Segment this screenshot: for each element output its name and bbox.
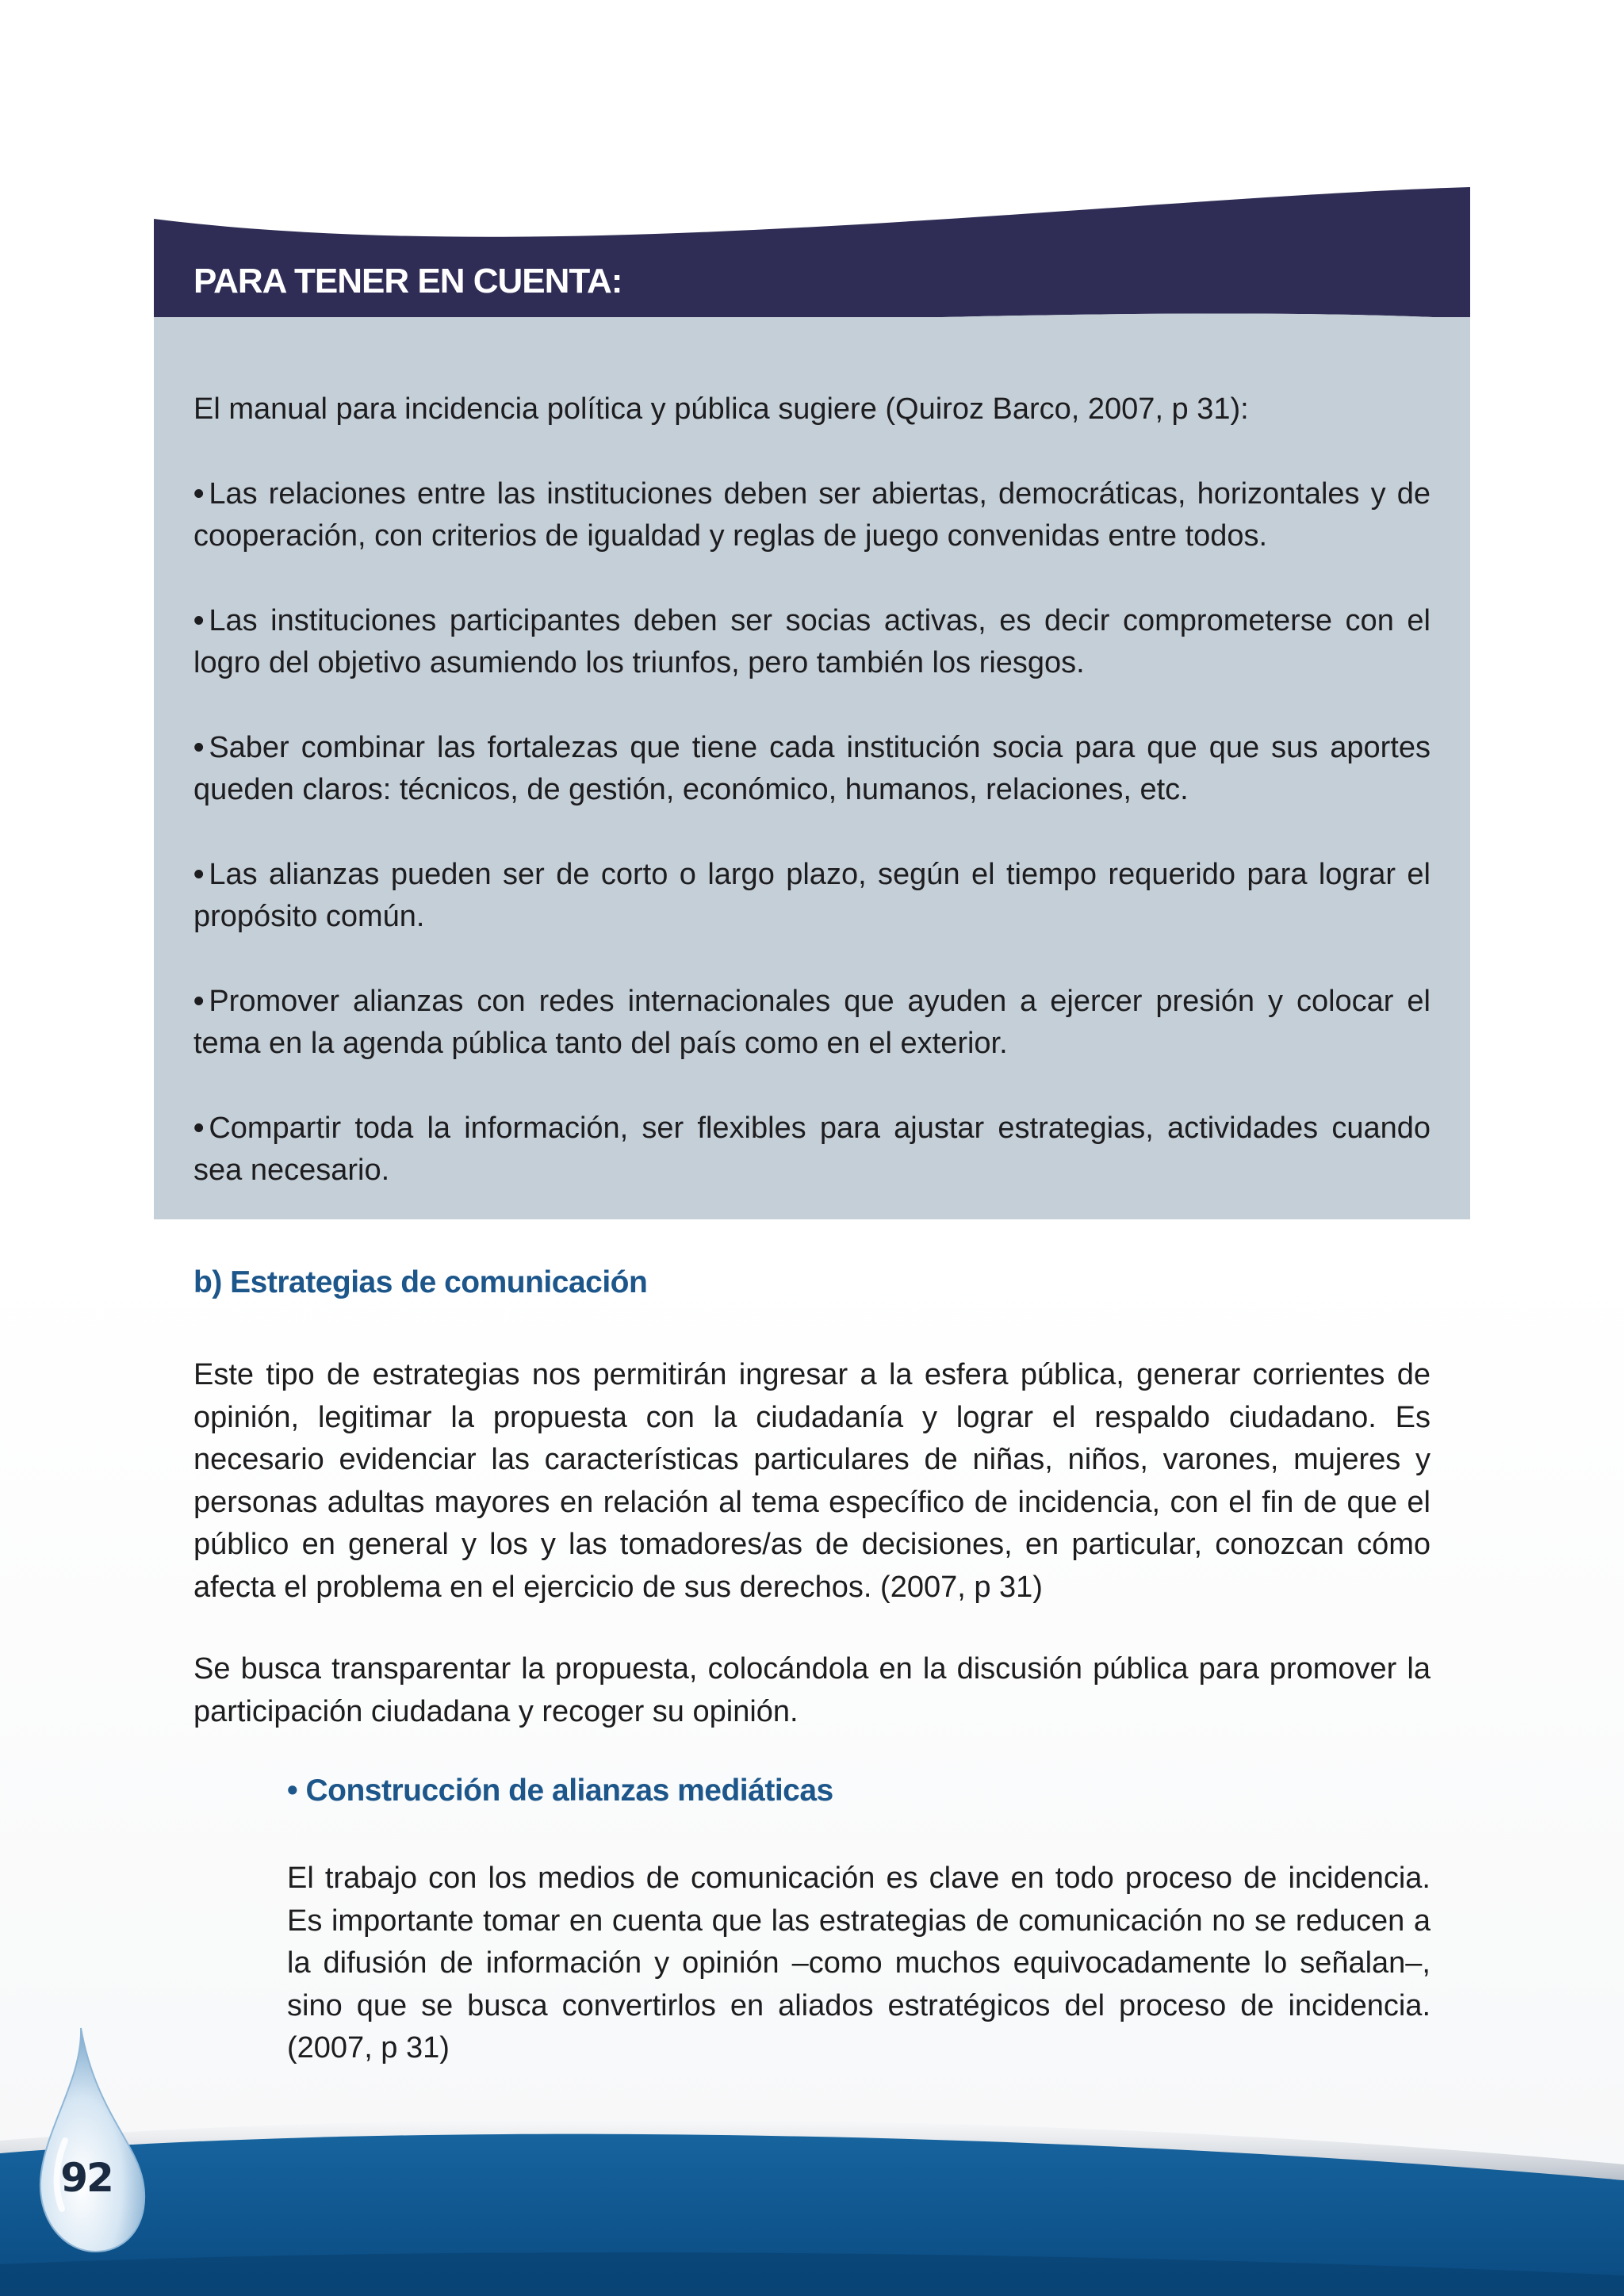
footer-wave (0, 2077, 1624, 2296)
section-heading: b) Estrategias de comunicación (193, 1265, 648, 1299)
callout-bullet-text: Las relaciones entre las instituciones deben ser abiertas, democráticas, horizontales y de cooperación, con criterios de igualdad y reglas de juego convenidas entre todos. (193, 477, 1431, 553)
bullet-symbol: • (193, 985, 205, 1018)
bullet-symbol: • (193, 731, 205, 764)
callout-bullet-text: Las alianzas pueden ser de corto o largo plazo, según el tiempo requerido para lograr el propósito común. (193, 858, 1431, 933)
paragraph (193, 1354, 1431, 1609)
callout-bullet-item (193, 473, 1431, 557)
bullet-symbol: • (193, 858, 205, 891)
bullet-symbol: • (193, 604, 205, 637)
callout-bullet-text: Promover alianzas con redes internacionales que ayuden a ejercer presión y colocar el tema en la agenda pública tanto del país como en el exterior. (193, 985, 1431, 1060)
callout-content (193, 388, 1431, 1192)
callout-bullet-text: Las instituciones participantes deben ser socias activas, es decir comprometerse con el logro del objetivo asumiendo los triunfos, pero también los riesgos. (193, 604, 1431, 679)
paragraph (193, 1648, 1431, 1733)
bullet-symbol: • (193, 1112, 205, 1145)
callout-bullet-item (193, 981, 1431, 1065)
callout-intro: El manual para incidencia política y pública sugiere (Quiroz Barco, 2007, p 31): (193, 392, 1249, 426)
subsection-heading: • Construcción de alianzas mediáticas (287, 1774, 833, 1808)
page-number: 92 (60, 2155, 113, 2201)
water-drop-icon (24, 2022, 159, 2260)
callout-bullet-item (193, 854, 1431, 938)
subsection-paragraph (287, 1858, 1431, 2070)
paragraph-text: Se busca transparentar la propuesta, colocándola en la discusión pública para promover la participación ciudadana y recoger su opinión. (193, 1652, 1431, 1728)
callout-bullet-item (193, 1108, 1431, 1192)
callout-bullet-text: Saber combinar las fortalezas que tiene cada institución socia para que que sus aportes queden claros: técnicos, de gestión, económico, humanos, relaciones, etc. (193, 731, 1431, 806)
callout-bullet-item (193, 600, 1431, 684)
bullet-symbol: • (193, 477, 205, 511)
paragraph-text: El trabajo con los medios de comunicación es clave en todo proceso de incidencia. Es importante tomar en cuenta que las estrategias de comunicación no se reducen a la difusión de información y opinión –como muchos equivocadamente lo señalan–, sino que se busca convertirlos en aliados estratégicos del proceso de incidencia. (2007, p 31) (287, 1862, 1431, 2064)
paragraph-text: Este tipo de estrategias nos permitirán ingresar a la esfera pública, generar corrientes de opinión, legitimar la propuesta con la ciudadanía y lograr el respaldo ciudadano. Es necesario evidenciar las características particulares de niñas, niños, varones, mujeres y personas adultas mayores en relación al tema específico de incidencia, con el fin de que el público en general y los y las tomadores/as de decisiones, en particular, conozcan cómo afecta el problema en el ejercicio de sus derechos. (2007, p 31) (193, 1358, 1431, 1604)
callout-bullet-text: Compartir toda la información, ser flexibles para ajustar estrategias, actividades cuando sea necesario. (193, 1112, 1431, 1187)
callout-title: PARA TENER EN CUENTA: (193, 262, 622, 300)
callout-bullet-item (193, 727, 1431, 811)
